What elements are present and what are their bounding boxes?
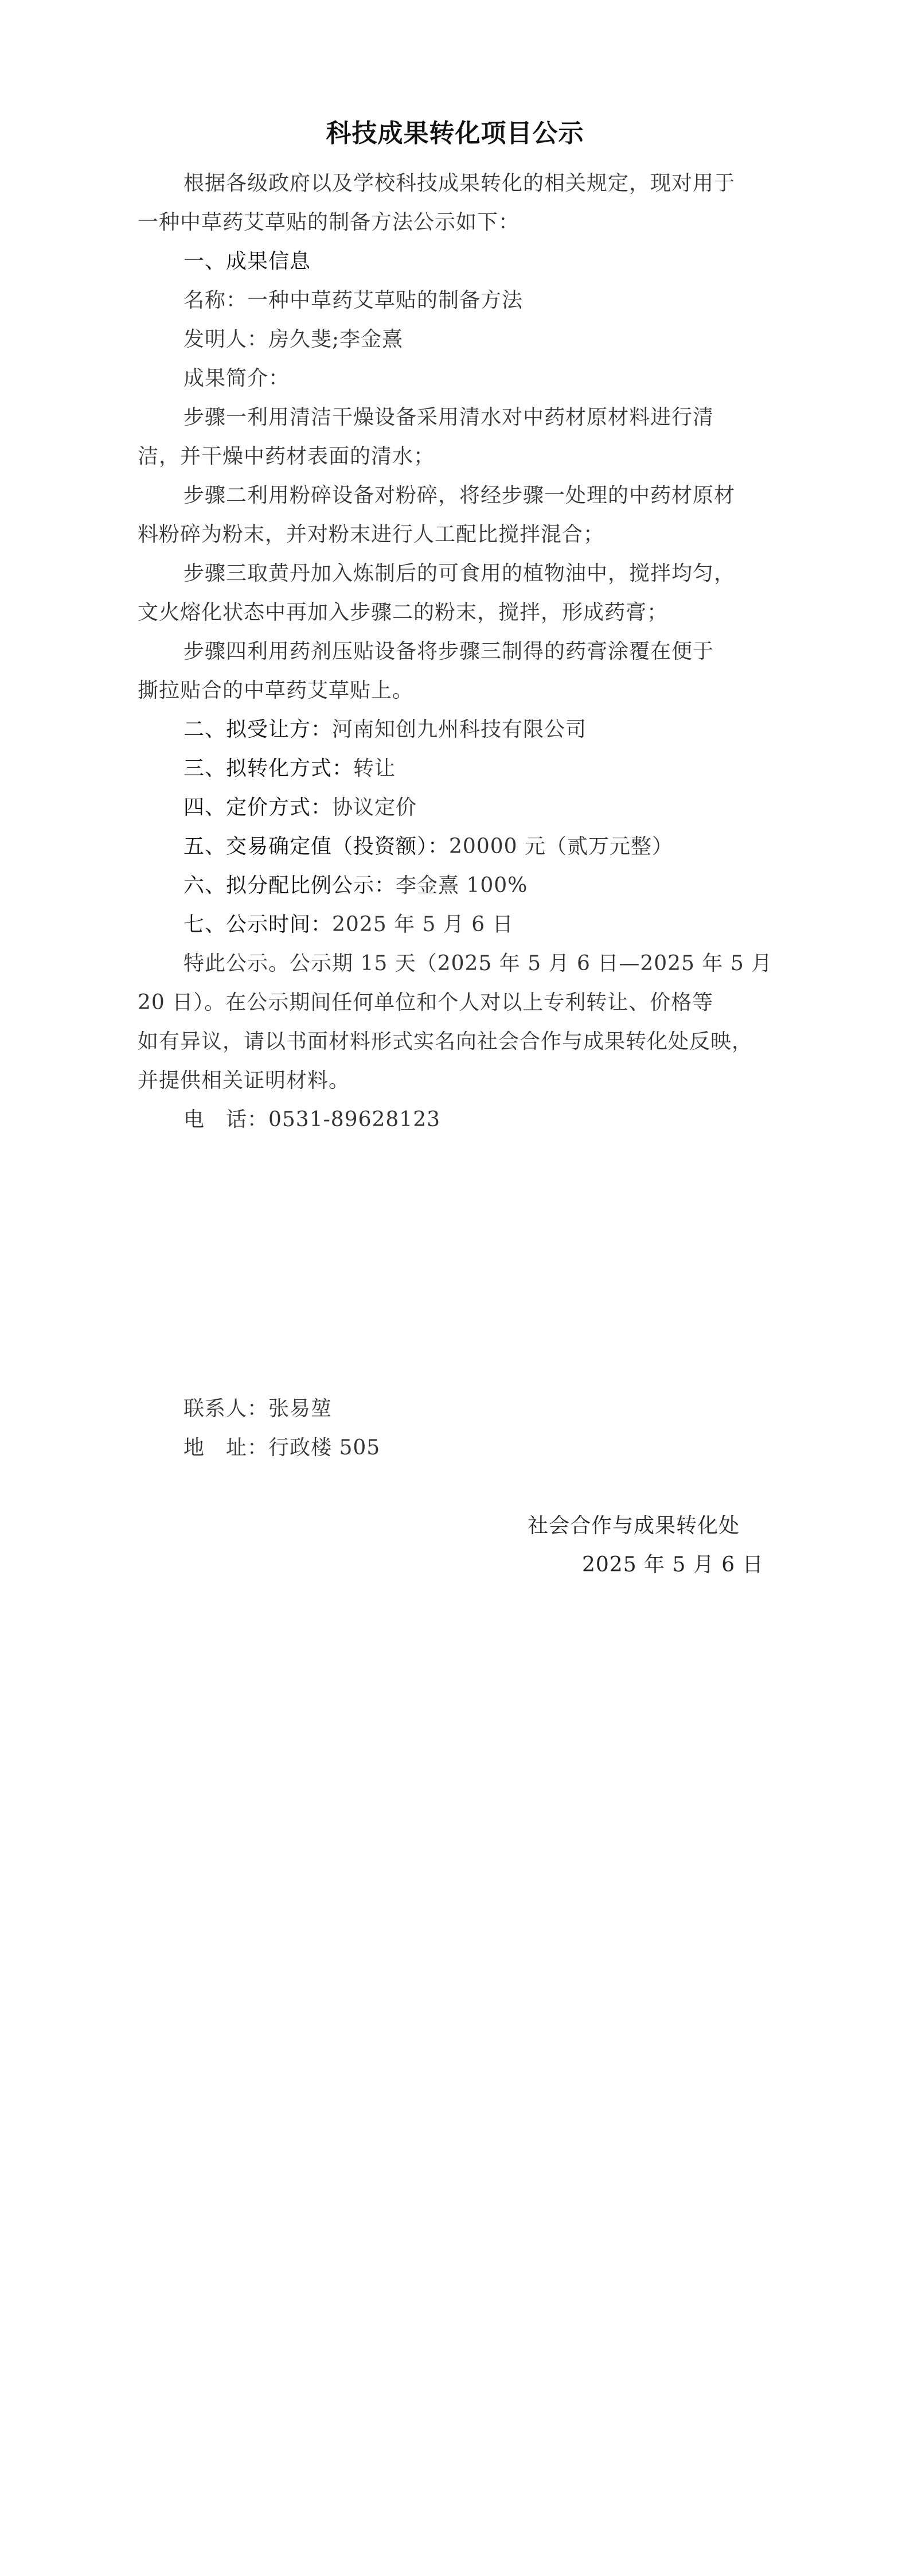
notice-line-2: 20 日）。在公示期间任何单位和个人对以上专利转让、价格等 bbox=[138, 991, 714, 1014]
transferee-label: 二、拟受让方： bbox=[183, 718, 333, 741]
address-line: 地 址：行政楼 505 bbox=[183, 1436, 381, 1460]
achievement-name: 名称：一种中草药艾草贴的制备方法 bbox=[183, 289, 524, 312]
notice-line-1: 特此公示。公示期 15 天（2025 年 5 月 6 日—2025 年 5 月 bbox=[183, 952, 773, 975]
transferee-value: 河南知创九州科技有限公司 bbox=[332, 718, 587, 741]
contact-person-line: 联系人：张易堃 bbox=[183, 1397, 333, 1421]
signature-date: 2025 年 5 月 6 日 bbox=[582, 1553, 764, 1577]
pricing-method-value: 协议定价 bbox=[332, 796, 417, 819]
step-4-line-2: 撕拉贴合的中草药艾草贴上。 bbox=[138, 679, 414, 702]
signature-organization: 社会合作与成果转化处 bbox=[528, 1514, 740, 1538]
allocation-label: 六、拟分配比例公示： bbox=[183, 874, 396, 897]
section-1-heading: 一、成果信息 bbox=[183, 250, 311, 273]
conversion-method-value: 转让 bbox=[353, 757, 396, 780]
step-1-line-2: 洁，并干燥中药材表面的清水； bbox=[138, 445, 435, 468]
step-2-line-2: 料粉碎为粉末，并对粉末进行人工配比搅拌混合； bbox=[138, 523, 605, 546]
document-title: 科技成果转化项目公示 bbox=[326, 119, 584, 148]
step-3-line-1: 步骤三取黄丹加入炼制后的可食用的植物油中，搅拌均匀， bbox=[183, 562, 736, 585]
step-3-line-2: 文火熔化状态中再加入步骤二的粉末，搅拌，形成药膏； bbox=[138, 601, 669, 624]
pricing-method-row bbox=[183, 796, 417, 819]
conversion-method-row bbox=[183, 757, 396, 780]
phone-line: 电 话：0531-89628123 bbox=[183, 1108, 441, 1131]
publicity-time-value: 2025 年 5 月 6 日 bbox=[332, 913, 514, 936]
notice-line-3: 如有异议，请以书面材料形式实名向社会合作与成果转化处反映， bbox=[138, 1030, 753, 1053]
pricing-method-label: 四、定价方式： bbox=[183, 796, 333, 819]
inventor-line: 发明人：房久斐;李金熹 bbox=[183, 328, 404, 351]
notice-line-4: 并提供相关证明材料。 bbox=[138, 1069, 350, 1092]
step-1-line-1: 步骤一利用清洁干燥设备采用清水对中药材原材料进行清 bbox=[183, 406, 714, 429]
transaction-value: 20000 元（贰万元整） bbox=[449, 835, 673, 858]
transferee-row bbox=[183, 718, 587, 741]
transaction-value-label: 五、交易确定值（投资额）： bbox=[183, 835, 450, 858]
transaction-value-row bbox=[183, 835, 673, 858]
intro-line-1: 根据各级政府以及学校科技成果转化的相关规定，现对用于 bbox=[183, 172, 736, 195]
publicity-time-row bbox=[183, 913, 514, 936]
publicity-time-label: 七、公示时间： bbox=[183, 913, 333, 936]
step-2-line-1: 步骤二利用粉碎设备对粉碎，将经步骤一处理的中药材原材 bbox=[183, 484, 736, 507]
allocation-value: 李金熹 100% bbox=[396, 874, 528, 897]
step-4-line-1: 步骤四利用药剂压贴设备将步骤三制得的药膏涂覆在便于 bbox=[183, 640, 714, 663]
intro-line-2: 一种中草药艾草贴的制备方法公示如下： bbox=[138, 211, 520, 234]
allocation-row bbox=[183, 874, 528, 897]
summary-label: 成果简介： bbox=[183, 367, 290, 390]
conversion-method-label: 三、拟转化方式： bbox=[183, 757, 354, 780]
